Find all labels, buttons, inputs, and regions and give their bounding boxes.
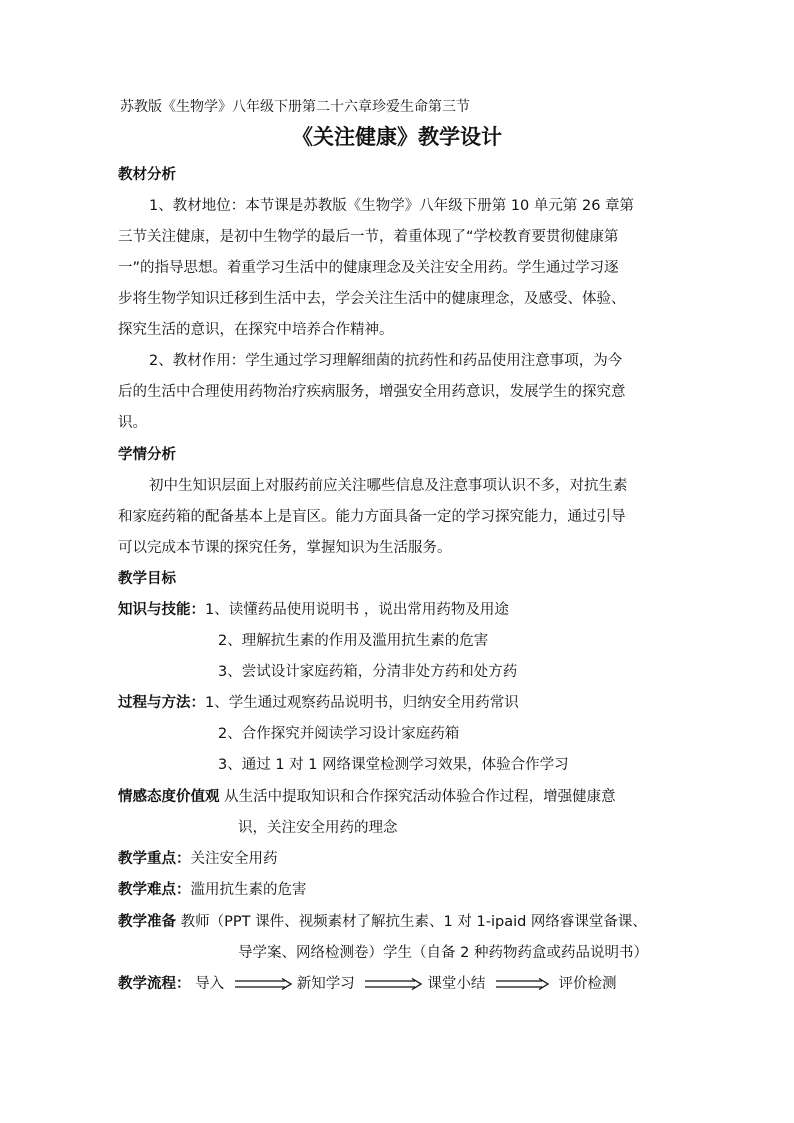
section-heading-material: 教材分析 bbox=[118, 167, 176, 183]
flow-step: 导入 bbox=[195, 976, 225, 992]
knowledge-item: 1、读懂药品使用说明书 ，说出常用药物及用途 bbox=[205, 602, 509, 618]
material-p2-line: 后的生活中合理使用药物治疗疾病服务，增强安全用药意识，发展学生的探究意 bbox=[118, 384, 626, 400]
key-point-label: 教学重点： bbox=[118, 851, 191, 867]
material-p1-line: 步将生物学知识迁移到生活中去，学会关注生活中的健康理念，及感受、体验、 bbox=[118, 291, 626, 307]
difficulty-row bbox=[118, 875, 307, 906]
knowledge-row bbox=[118, 595, 509, 626]
difficulty-label: 教学难点： bbox=[118, 882, 191, 898]
process-row bbox=[118, 688, 519, 719]
flow-label: 教学流程： bbox=[118, 976, 191, 992]
material-p1-line: 探究生活的意识，在探究中培养合作精神。 bbox=[118, 322, 394, 338]
document-title: 《关注健康》教学设计 bbox=[292, 125, 502, 149]
process-label: 过程与方法： bbox=[118, 695, 205, 711]
flow-step: 评价检测 bbox=[558, 976, 617, 992]
double-arrow-icon bbox=[363, 978, 423, 990]
material-p2-line: 识。 bbox=[118, 415, 147, 431]
key-point-text: 关注安全用药 bbox=[190, 851, 278, 867]
process-item: 3、通过 1 对 1 网络课堂检测学习效果，体验合作学习 bbox=[218, 757, 569, 773]
knowledge-item: 2、理解抗生素的作用及滥用抗生素的危害 bbox=[218, 633, 489, 649]
material-p1-line: 三节关注健康，是初中生物学的最后一节，着重体现了“学校教育要贯彻健康第 bbox=[118, 229, 619, 245]
material-p1-line: 1、教材地位：本节课是苏教版《生物学》八年级下册第 10 单元第 26 章第 bbox=[149, 198, 635, 214]
document-subtitle: 苏教版《生物学》八年级下册第二十六章珍爱生命第三节 bbox=[120, 99, 470, 115]
emotion-row bbox=[118, 782, 616, 813]
preparation-row bbox=[118, 907, 647, 938]
students-p-line: 和家庭药箱的配备基本上是盲区。能力方面具备一定的学习探究能力，通过引导 bbox=[118, 509, 626, 525]
preparation-label: 教学准备 bbox=[118, 914, 176, 930]
flow-row bbox=[118, 969, 617, 1000]
emotion-label: 情感态度价值观 bbox=[118, 789, 220, 805]
flow-step: 新知学习 bbox=[296, 976, 355, 992]
emotion-text: 从生活中提取知识和合作探究活动体验合作过程，增强健康意 bbox=[224, 789, 616, 805]
section-heading-objectives: 教学目标 bbox=[118, 571, 176, 587]
difficulty-text: 滥用抗生素的危害 bbox=[190, 882, 307, 898]
knowledge-label: 知识与技能： bbox=[118, 602, 205, 618]
process-item: 1、学生通过观察药品说明书，归纳安全用药常识 bbox=[205, 695, 519, 711]
flow-step: 课堂小结 bbox=[427, 976, 486, 992]
double-arrow-icon bbox=[494, 978, 550, 990]
students-p-line: 初中生知识层面上对服药前应关注哪些信息及注意事项认识不多，对抗生素 bbox=[149, 478, 628, 494]
section-heading-students: 学情分析 bbox=[118, 447, 176, 463]
preparation-text: 教师（PPT 课件、视频素材了解抗生素、1 对 1-ipaid 网络睿课堂备课、 bbox=[180, 914, 647, 930]
process-item: 2、合作探究并阅读学习设计家庭药箱 bbox=[218, 726, 460, 742]
material-p2-line: 2、教材作用：学生通过学习理解细菌的抗药性和药品使用注意事项，为今 bbox=[149, 353, 623, 369]
key-point-row bbox=[118, 844, 278, 875]
preparation-text: 导学案、网络检测卷）学生（自备 2 种药物药盒或药品说明书） bbox=[238, 945, 648, 961]
emotion-text: 识，关注安全用药的理念 bbox=[238, 820, 398, 836]
students-p-line: 可以完成本节课的探究任务，掌握知识为生活服务。 bbox=[118, 540, 452, 556]
knowledge-item: 3、尝试设计家庭药箱，分清非处方药和处方药 bbox=[218, 664, 518, 680]
material-p1-line: 一”的指导思想。着重学习生活中的健康理念及关注安全用药。学生通过学习逐 bbox=[118, 260, 619, 276]
double-arrow-icon bbox=[233, 978, 293, 990]
